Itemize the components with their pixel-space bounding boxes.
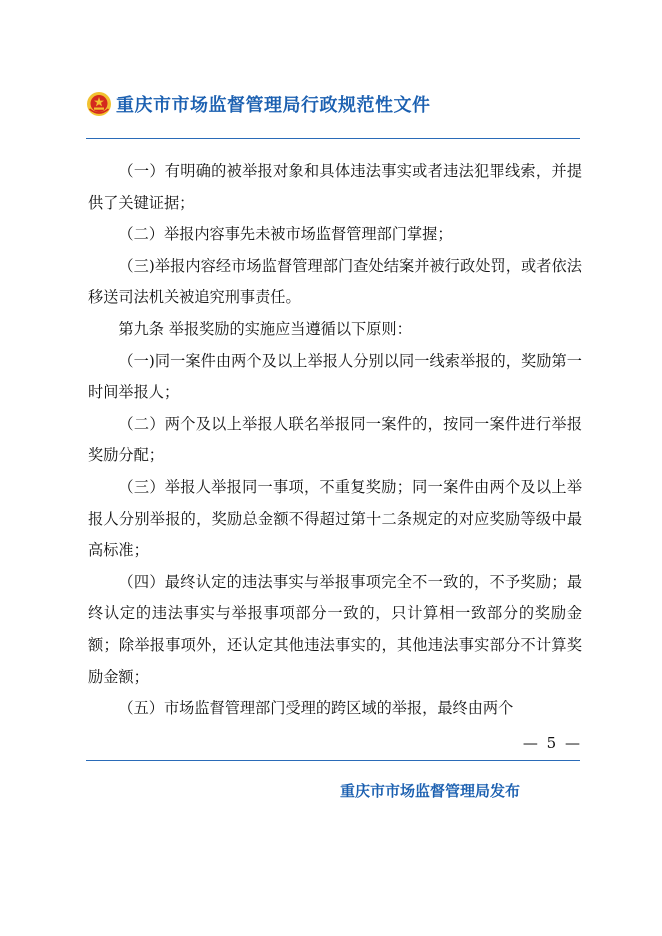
page-number: — 5 — xyxy=(522,734,582,752)
document-header xyxy=(86,86,431,122)
header-divider xyxy=(86,138,580,139)
document-header-title: 重庆市市场监督管理局行政规范性文件 xyxy=(116,95,431,116)
body-paragraph: （四）最终认定的违法事实与举报事项完全不一致的，不予奖励；最终认定的违法事实与举报事项部分一致的，只计算相一致部分的奖励金额；除举报事项外，还认定其他违法事实的，其他违法事实部分不计算奖励金额； xyxy=(88,572,582,686)
body-paragraph: （三）举报人举报同一事项，不重复奖励；同一案件由两个及以上举报人分别举报的，奖励总金额不得超过第十二条规定的对应奖励等级中最高标准； xyxy=(88,477,582,560)
footer-divider xyxy=(86,760,580,761)
body-paragraph: （二）举报内容事先未被市场监督管理部门掌握； xyxy=(118,225,453,244)
body-paragraph: （一）有明确的被举报对象和具体违法事实或者违法犯罪线索，并提供了关键证据； xyxy=(88,162,582,212)
body-paragraph: （五）市场监督管理部门受理的跨区域的举报，最终由两个 xyxy=(118,699,514,718)
national-emblem-icon xyxy=(86,91,112,117)
body-paragraph: （二）两个及以上举报人联名举报同一案件的，按同一案件进行举报奖励分配； xyxy=(88,414,582,465)
body-paragraph: （一)同一案件由两个及以上举报人分别以同一线索举报的，奖励第一时间举报人； xyxy=(88,351,582,402)
document-body xyxy=(88,156,582,725)
article-heading: 第九条 举报奖励的实施应当遵循以下原则： xyxy=(118,319,412,338)
body-paragraph: （三)举报内容经市场监督管理部门查处结案并被行政处罚，或者依法移送司法机关被追究刑事责任。 xyxy=(88,256,582,307)
footer-publisher: 重庆市市场监督管理局发布 xyxy=(340,782,521,800)
